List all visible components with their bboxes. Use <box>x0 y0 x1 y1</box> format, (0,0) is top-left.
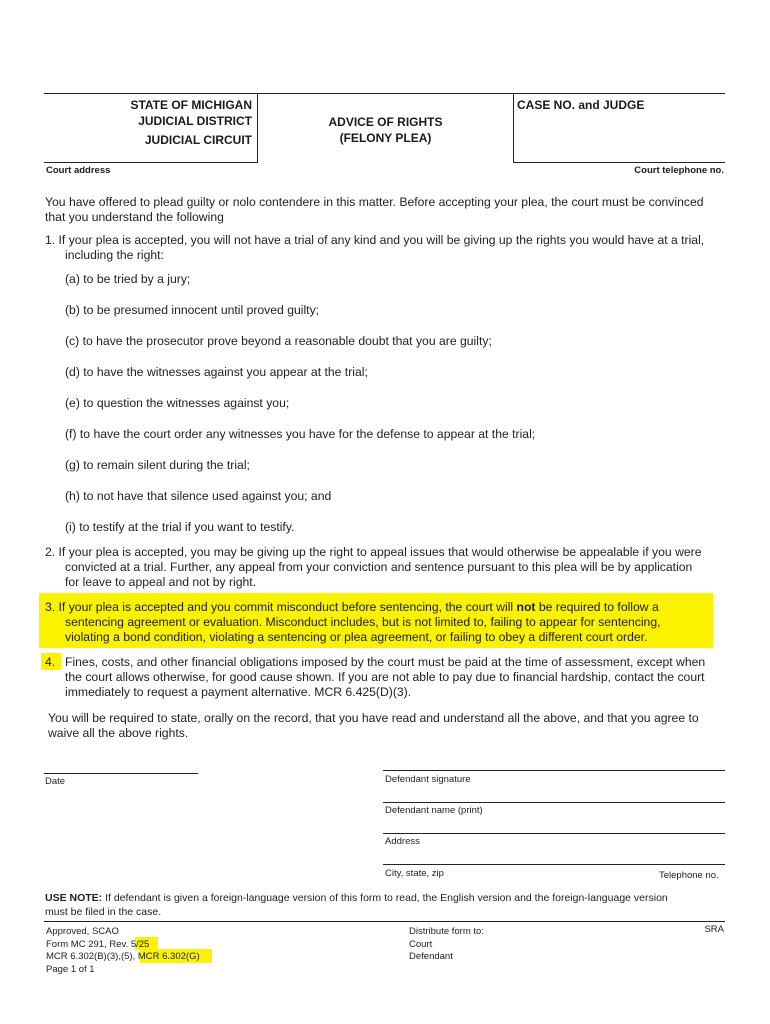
intro-paragraph <box>45 195 704 225</box>
distribution-list <box>409 926 484 964</box>
item-4-number: 4. <box>45 655 56 669</box>
right-h: (h) to not have that silence used against you; and <box>65 489 332 503</box>
item-3-text: 3. If your plea is accepted and you commit misconduct before sentencing, the court will <box>45 600 517 614</box>
form-title-line1: ADVICE OF RIGHTS <box>328 115 443 129</box>
right-e: (e) to question the witnesses against you; <box>65 396 290 410</box>
address-label: Address <box>385 836 420 847</box>
use-note-text: If defendant is given a foreign-language version of this form to read, the English version and the foreign-language version <box>102 892 668 904</box>
page-number: Page 1 of 1 <box>46 963 95 975</box>
defendant-signature-line[interactable] <box>383 770 725 771</box>
city-label: City, state, zip <box>385 868 444 879</box>
distribute-defendant: Defendant <box>409 951 453 962</box>
court-address-label: Court address <box>46 165 111 176</box>
approved-text: Approved, SCAO <box>46 926 119 937</box>
right-f: (f) to have the court order any witnesses you have for the defense to appear at the trial; <box>65 427 536 441</box>
form-number-text: Form MC 291, Rev. <box>46 938 131 950</box>
city-line[interactable] <box>383 864 725 865</box>
form-code: SRA <box>704 924 724 935</box>
mcr-text: MCR 6.302(B)(3),(5), <box>46 951 138 962</box>
item-2-line: convicted at a trial. Further, any appeal from your conviction and sentence pursuant to this plea will be by application <box>65 560 693 574</box>
item-3-text: be required to follow a <box>535 600 659 614</box>
date-label: Date <box>45 776 66 787</box>
right-c: (c) to have the prosecutor prove beyond a reasonable doubt that you are guilty; <box>65 334 492 348</box>
intro-line: You have offered to plead guilty or nolo contendere in this matter. Before accepting your plea, the court must be convinced <box>45 195 704 209</box>
mcr-highlighted-text: MCR 6.302(G) <box>137 951 200 962</box>
right-a: (a) to be tried by a jury; <box>65 272 191 286</box>
item-1 <box>45 233 704 263</box>
state-name: STATE OF MICHIGAN <box>130 98 252 112</box>
item-2-line: 2. If your plea is accepted, you may be giving up the right to appeal issues that would otherwise be appealable if you were <box>45 545 702 559</box>
item-4-line: Fines, costs, and other financial obligations imposed by the court must be paid at the time of assessment, except when <box>65 655 706 669</box>
use-note-line <box>45 892 668 906</box>
footer-rule <box>44 921 725 922</box>
item-4-line: the court allows otherwise, for good cause shown. If you are not able to pay due to financial hardship, contact the court <box>65 670 705 684</box>
right-b: (b) to be presumed innocent until proved guilty; <box>65 303 320 317</box>
closing-line: waive all the above rights. <box>48 726 189 740</box>
distribute-label: Distribute form to: <box>409 926 484 937</box>
item-2-line: for leave to appeal and not by right. <box>65 575 257 589</box>
item-1-line: including the right: <box>65 248 164 262</box>
header-bottom-rule-right <box>513 162 725 163</box>
use-note <box>45 892 668 919</box>
mcr-reference <box>46 951 200 964</box>
closing-paragraph <box>48 711 699 741</box>
right-d: (d) to have the witnesses against you appear at the trial; <box>65 365 368 379</box>
closing-line: You will be required to state, orally on the record, that you have read and understand all the above, and that you agree to <box>48 711 699 725</box>
form-title-line2: (FELONY PLEA) <box>339 131 432 145</box>
item-3-line <box>45 600 661 615</box>
header-top-rule <box>44 93 725 94</box>
item-4 <box>65 655 705 700</box>
right-g: (g) to remain silent during the trial; <box>65 458 250 472</box>
defendant-name-label: Defendant name (print) <box>385 805 483 816</box>
form-revision: 5/25 <box>130 938 150 950</box>
use-note-line: must be filed in the case. <box>45 905 162 918</box>
court-state-block <box>60 97 252 148</box>
header-divider-right <box>513 93 514 163</box>
telephone-label: Telephone no. <box>659 870 719 881</box>
address-line[interactable] <box>383 833 725 834</box>
intro-line: that you understand the following <box>45 210 224 224</box>
date-line[interactable] <box>44 773 198 774</box>
right-i: (i) to testify at the trial if you want to testify. <box>65 520 295 534</box>
judicial-district-field[interactable]: JUDICIAL DISTRICT <box>138 114 252 128</box>
court-telephone-label: Court telephone no. <box>634 165 724 176</box>
case-number-field[interactable]: CASE NO. and JUDGE <box>517 98 645 112</box>
item-3-line: violating a bond condition, violating a sentencing or plea agreement, or failing to obey a different court order. <box>65 630 648 644</box>
item-1-line: 1. If your plea is accepted, you will not have a trial of any kind and you will be giving up the rights you would have at a trial, <box>45 233 705 247</box>
item-3-line: sentencing agreement or evaluation. Misconduct includes, but is not limited to, failing to appear for sentencing, <box>65 615 661 629</box>
item-3-emphasis: not <box>516 600 536 614</box>
defendant-name-line[interactable] <box>383 802 725 803</box>
item-2 <box>45 545 702 590</box>
form-title <box>258 114 513 146</box>
use-note-label: USE NOTE: <box>45 892 103 904</box>
item-3 <box>45 600 661 645</box>
item-4-line: immediately to request a payment alternative. MCR 6.425(D)(3). <box>65 685 412 699</box>
defendant-signature-label: Defendant signature <box>385 774 471 785</box>
judicial-circuit-field[interactable]: JUDICIAL CIRCUIT <box>144 133 252 147</box>
footer-left <box>46 926 200 976</box>
header-bottom-rule-left <box>44 162 257 163</box>
distribute-court: Court <box>409 938 433 950</box>
form-number <box>46 939 200 952</box>
